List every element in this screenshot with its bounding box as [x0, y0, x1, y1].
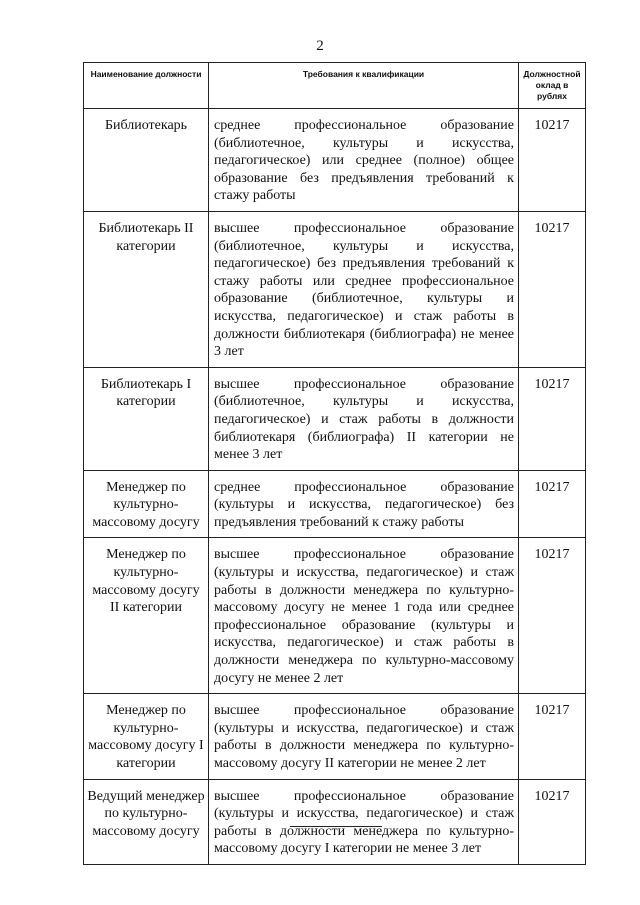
table-row: [84, 694, 586, 779]
table-row: [84, 779, 586, 864]
cell-requirements: высшее профессиональное образование (библиотечное, культуры и искусства, педагогическое) и стаж работы в должности библиотекаря (библиографа) II категории не менее 3 лет: [209, 367, 519, 470]
header-salary: Должностной оклад в рублях: [519, 63, 586, 109]
cell-position: Ведущий менеджер по культурно-массовому досугу: [84, 779, 209, 864]
cell-salary: 10217: [519, 109, 586, 212]
header-position: Наименование должности: [84, 63, 209, 109]
table-row: [84, 109, 586, 212]
cell-requirements: высшее профессиональное образование (библиотечное, культуры и искусства, педагогическое) без предъявления требований к стажу работы или среднее профессиональное образование (библиотечное, культуры и искусства, педагогическое) и стаж работы в должности библиотекаря (библиографа) не менее 3 лет: [209, 211, 519, 367]
cell-salary: 10217: [519, 779, 586, 864]
cell-position: Менеджер по культурно-массовому досугу: [84, 470, 209, 538]
table-row: [84, 211, 586, 367]
page-number: 2: [316, 38, 324, 54]
table-row: [84, 470, 586, 538]
cell-requirements: высшее профессиональное образование (культуры и искусства, педагогическое) и стаж работы в должности менеджера по культурно-массовому досугу II категории не менее 2 лет: [209, 694, 519, 779]
cell-position: Менеджер по культурно-массовому досугу I категории: [84, 694, 209, 779]
cell-salary: 10217: [519, 538, 586, 694]
cell-salary: 10217: [519, 211, 586, 367]
cell-position: Библиотекарь II категории: [84, 211, 209, 367]
cell-requirements: среднее профессиональное образование (библиотечное, культуры и искусства, педагогическое) или среднее (полное) общее образование без предъявления требований к стажу работы: [209, 109, 519, 212]
qualification-table: [83, 62, 586, 865]
footer-divider: [290, 826, 382, 827]
header-requirements: Требования к квалификации: [209, 63, 519, 109]
table-header-row: [84, 63, 586, 109]
cell-salary: 10217: [519, 470, 586, 538]
cell-position: Библиотекарь: [84, 109, 209, 212]
cell-requirements: высшее профессиональное образование (культуры и искусства, педагогическое) и стаж работы в должности менеджера по культурно-массовому досугу I категории не менее 3 лет: [209, 779, 519, 864]
cell-position: Менеджер по культурно-массовому досугу II категории: [84, 538, 209, 694]
cell-requirements: высшее профессиональное образование (культуры и искусства, педагогическое) и стаж работы в должности менеджера по культурно-массовому досугу не менее 1 года или среднее профессиональное образование (культуры и искусства, педагогическое) и стаж работы в должности менеджера по культурно-массовому досугу не менее 2 лет: [209, 538, 519, 694]
cell-position: Библиотекарь I категории: [84, 367, 209, 470]
cell-salary: 10217: [519, 694, 586, 779]
cell-salary: 10217: [519, 367, 586, 470]
cell-requirements: среднее профессиональное образование (культуры и искусства, педагогическое) без предъявления требований к стажу работы: [209, 470, 519, 538]
table-row: [84, 367, 586, 470]
table-row: [84, 538, 586, 694]
